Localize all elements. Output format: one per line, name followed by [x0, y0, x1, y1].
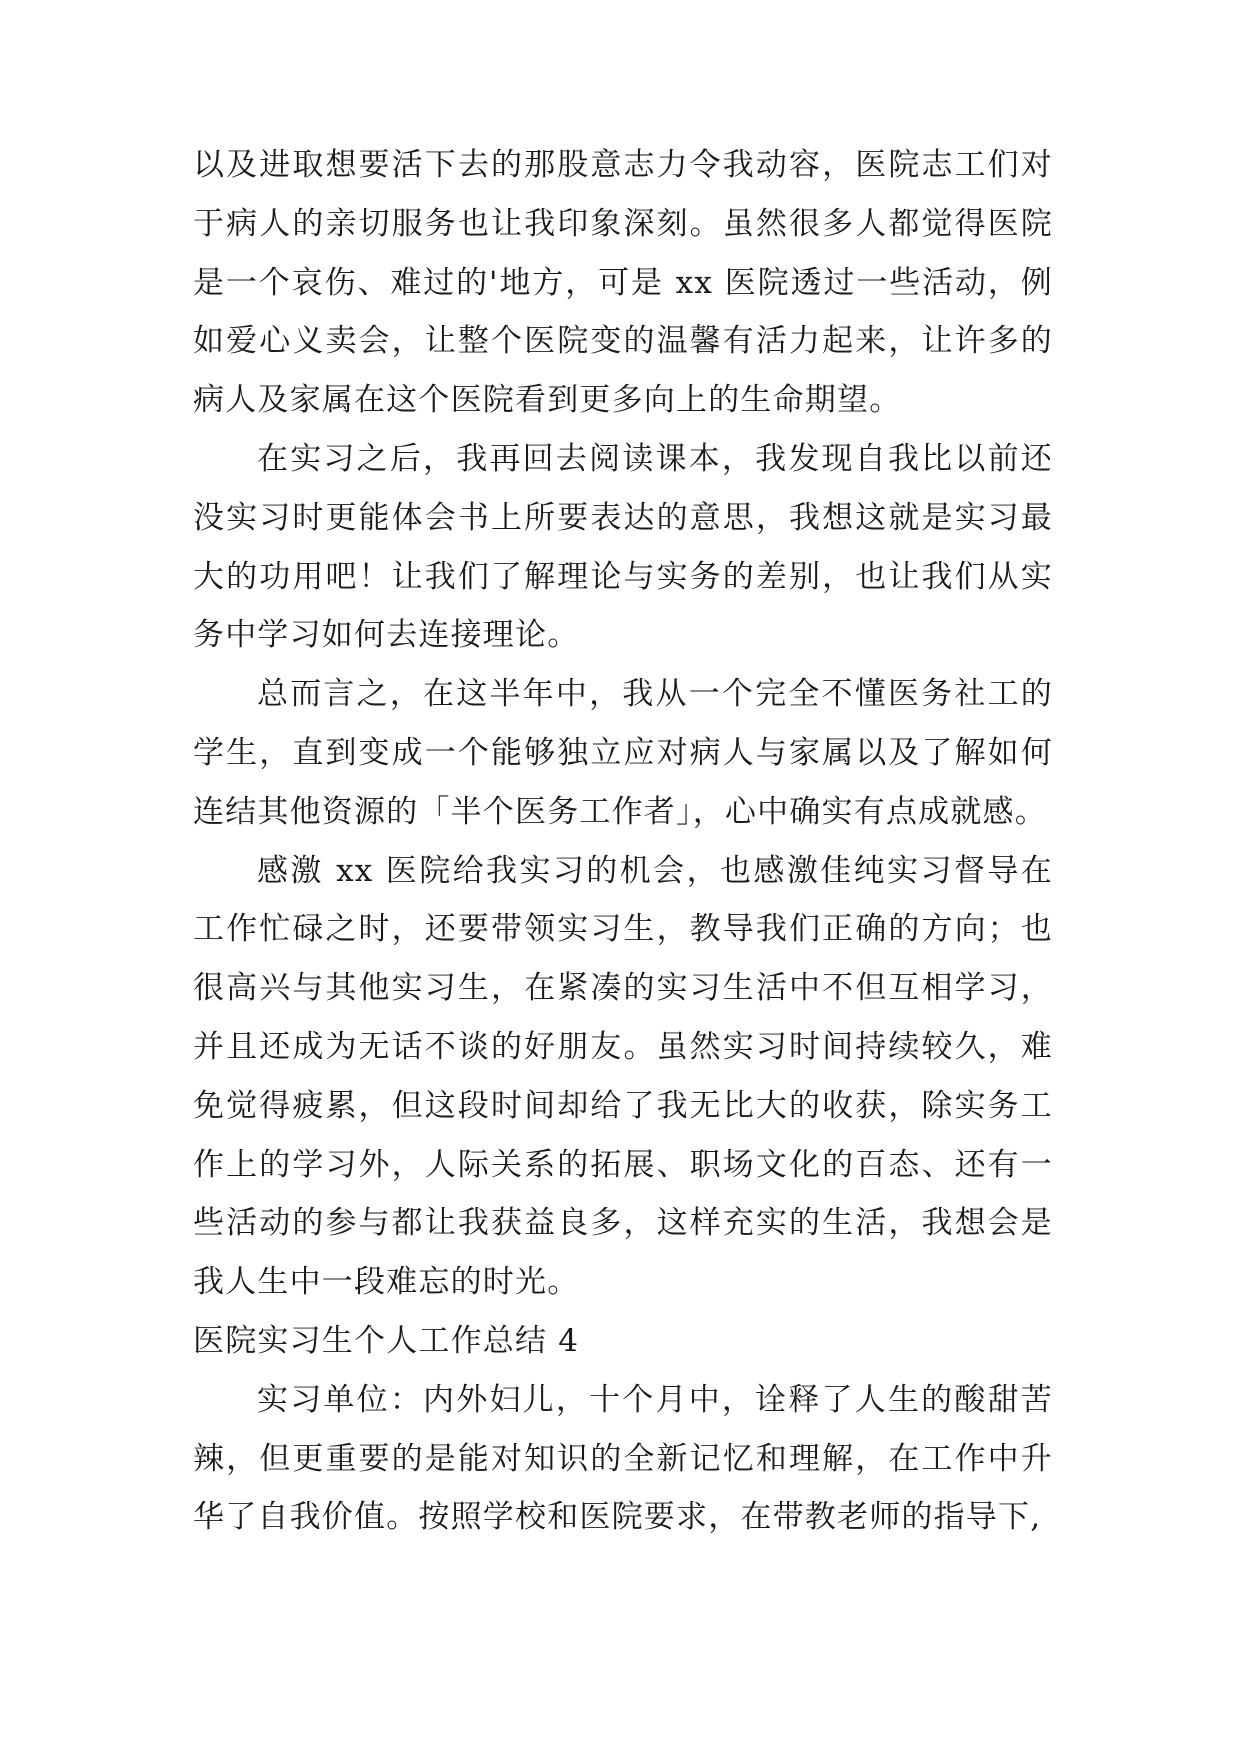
section-title: 医院实习生个人工作总结 4 [193, 1322, 580, 1359]
paragraph-internship-unit: 实习单位：内外妇儿，十个月中，诠释了人生的酸甜苦辣，但更重要的是能对知识的全新记忆和理解，在工作中升华了自我价值。按照学校和医院要求，在带教老师的指导下, [193, 1381, 1053, 1536]
paragraph-continuation: 以及进取想要活下去的那股意志力令我动容，医院志工们对于病人的亲切服务也让我印象深刻。虽然很多人都觉得医院是一个哀伤、难过的'地方，可是 xx 医院透过一些活动，例如爱心义卖会，让整个医院变的温馨有活力起来，让许多的病人及家属在这个医院看到更多向上的生命期望。 [193, 147, 1053, 419]
paragraph-gratitude: 感激 xx 医院给我实习的机会，也感激佳纯实习督导在工作忙碌之时，还要带领实习生，教导我们正确的方向；也很高兴与其他实习生，在紧凑的实习生活中不但互相学习，并且还成为无话不谈的好朋友。虽然实习时间持续较久，难免觉得疲累，但这段时间却给了我无比大的收获，除实务工作上的学习外，人际关系的拓展、职场文化的百态、还有一些活动的参与都让我获益良多，这样充实的生活，我想会是我人生中一段难忘的时光。 [193, 852, 1053, 1301]
paragraph-after-internship: 在实习之后，我再回去阅读课本，我发现自我比以前还没实习时更能体会书上所要表达的意思，我想这就是实习最大的功用吧！让我们了解理论与实务的差别，也让我们从实务中学习如何去连接理论。 [193, 440, 1053, 654]
paragraph-conclusion: 总而言之，在这半年中，我从一个完全不懂医务社工的学生，直到变成一个能够独立应对病人与家属以及了解如何连结其他资源的「半个医务工作者」，心中确实有点成就感。 [193, 676, 1053, 830]
document-body [193, 136, 1053, 1547]
